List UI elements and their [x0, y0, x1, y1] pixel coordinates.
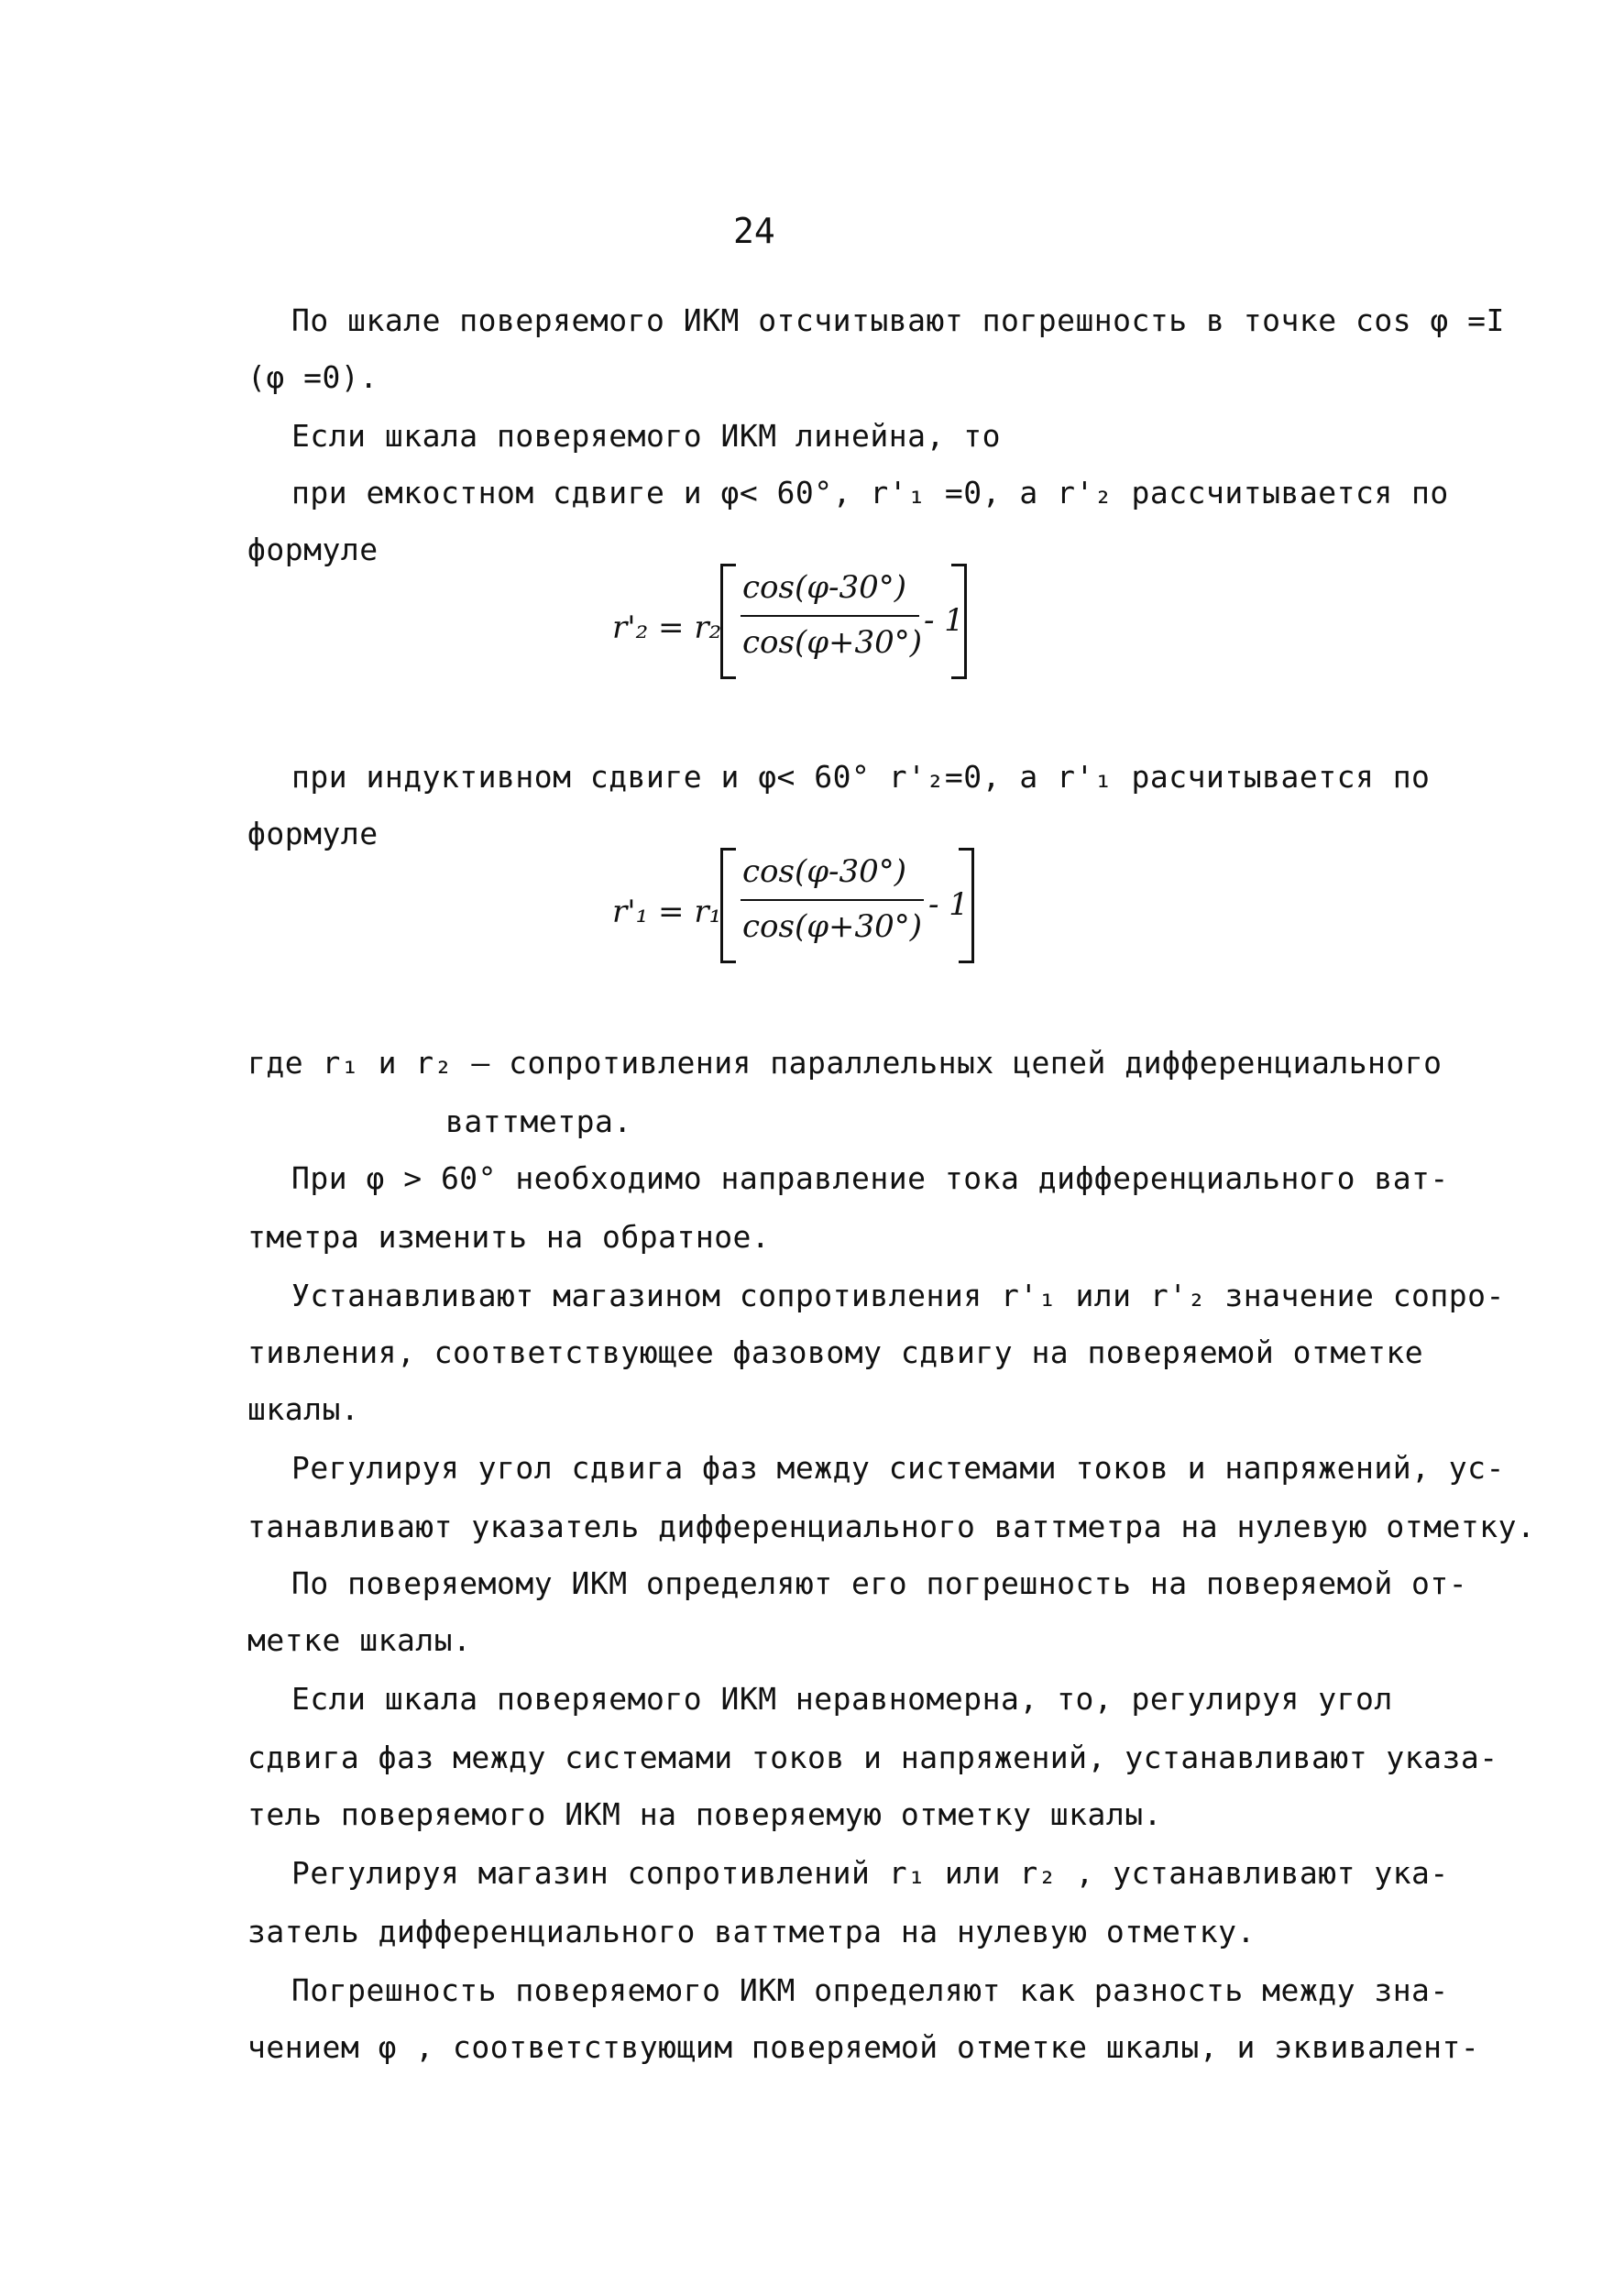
text-line: формуле — [247, 532, 379, 567]
text-line: (φ =0). — [247, 359, 379, 395]
text-line: тивления, соответствующее фазовому сдвигу на поверяемой отметке — [247, 1334, 1424, 1370]
bracket-right — [951, 564, 967, 679]
text-line: По шкале поверяемого ИКМ отсчитывают погрешность в точке cos φ =I — [291, 302, 1505, 338]
text-line: танавливают указатель дифференциального ваттметра на нулевую отметку. — [247, 1509, 1536, 1544]
bracket-right — [959, 848, 974, 963]
formula-denominator: cos(φ+30°) — [742, 624, 923, 661]
text-line: формуле — [247, 816, 379, 851]
text-line: сдвига фаз между системами токов и напряжений, устанавливают указа- — [247, 1740, 1498, 1775]
formula-numerator: cos(φ-30°) — [742, 853, 907, 890]
text-line: При φ > 60° необходимо направление тока дифференциального ват- — [291, 1160, 1449, 1196]
text-line: По поверяемому ИКМ определяют его погрешность на поверяемой от- — [291, 1565, 1468, 1601]
formula-lhs: r'₁ = r₁ — [612, 894, 722, 930]
text-line: затель дифференциального ваттметра на нулевую отметку. — [247, 1914, 1256, 1949]
text-line: метке шкалы. — [247, 1622, 472, 1658]
text-line: Если шкала поверяемого ИКМ линейна, то — [291, 418, 1001, 454]
text-line: где r₁ и r₂ – сопротивления параллельных цепей дифференциального — [247, 1045, 1443, 1081]
text-line: Регулируя угол сдвига фаз между системами токов и напряжений, ус- — [291, 1450, 1505, 1486]
text-line: шкалы. — [247, 1391, 360, 1427]
text-line: Погрешность поверяемого ИКМ определяют как разность между зна- — [291, 1972, 1449, 2008]
formula-2 — [612, 848, 997, 963]
text-line: при емкостном сдвиге и φ< 60°, r'₁ =0, а r'₂ рассчитывается по — [291, 475, 1449, 511]
text-line: чением φ , соответствующим поверяемой отметке шкалы, и эквивалент- — [247, 2029, 1480, 2065]
fraction-bar — [741, 899, 924, 901]
text-line: Регулируя магазин сопротивлений r₁ или r₂ , устанавливают ука- — [291, 1855, 1449, 1891]
formula-1 — [612, 564, 979, 679]
fraction-bar — [741, 615, 919, 617]
text-line: Если шкала поверяемого ИКМ неравномерна, то, регулируя угол — [291, 1681, 1393, 1717]
text-line: при индуктивном сдвиге и φ< 60° r'₂=0, а r'₁ расчитывается по — [291, 759, 1431, 795]
formula-tail: - 1 — [924, 602, 964, 639]
page-number: 24 — [733, 211, 775, 251]
text-line: ваттметра. — [445, 1104, 632, 1139]
formula-tail: - 1 — [928, 886, 969, 923]
text-line: тель поверяемого ИКМ на поверяемую отметку шкалы. — [247, 1796, 1163, 1832]
bracket-left — [720, 848, 736, 963]
text-line: Устанавливают магазином сопротивления r'₁ или r'₂ значение сопро- — [291, 1278, 1505, 1313]
text-line: тметра изменить на обратное. — [247, 1219, 771, 1255]
formula-denominator: cos(φ+30°) — [742, 908, 923, 945]
formula-lhs: r'₂ = r₂ — [612, 609, 722, 646]
formula-numerator: cos(φ-30°) — [742, 569, 907, 606]
bracket-left — [720, 564, 736, 679]
